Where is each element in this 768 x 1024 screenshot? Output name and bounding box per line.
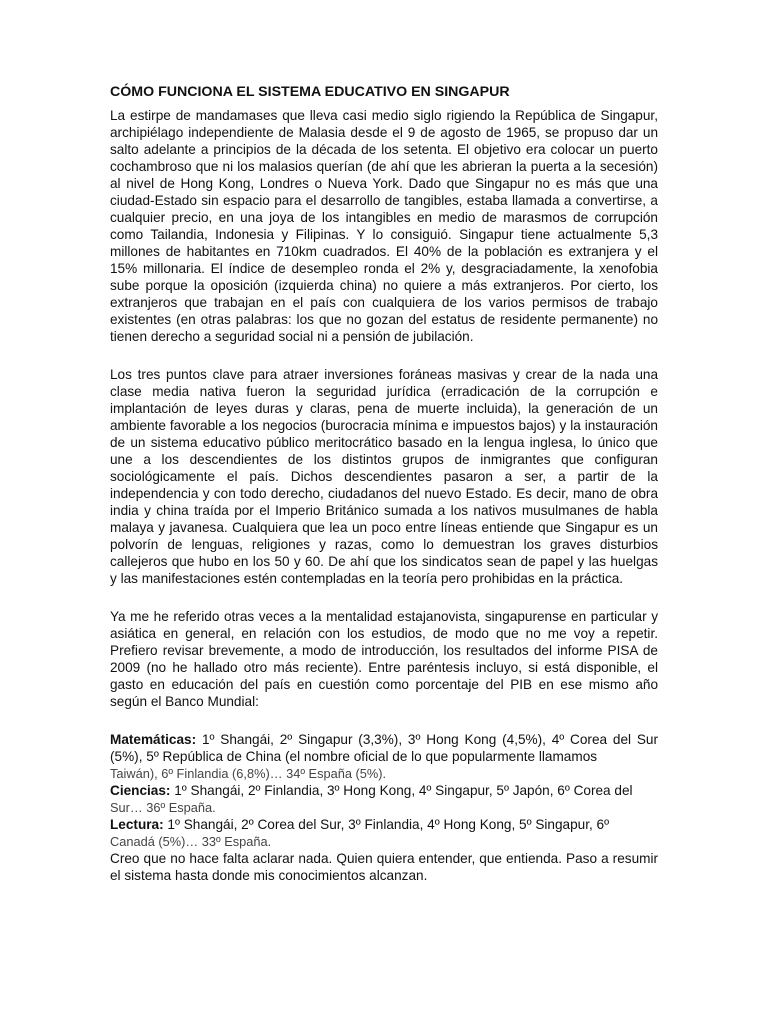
paragraph-spacer — [110, 345, 658, 366]
paragraph-key-points: Los tres puntos clave para atraer inversiones foráneas masivas y crear de la nada una clase media nativa fueron la seguridad jurídica (erradicación de la corrupción e implantación de leyes duras y claras, pena de muerte incluida), la generación de un ambiente favorable a los negocios (burocracia mínima e impuestos bajos) y la instauración de un sistema educativo público meritocrático basado en la lengua inglesa, lo único que une a los descendientes de los distintos grupos de inmigrantes que configuran sociológicamente el país. Dichos descendientes pasaron a ser, a partir de la independencia y con todo derecho, ciudadanos del nuevo Estado. Es decir, mano de obra india y china traída por el Imperio Británico sumada a los nativos musulmanes de habla malaya y javanesa. Cualquiera que lea un poco entre líneas entiende que Singapur es un polvorín de lenguas, religiones y razas, como lo demuestran los graves disturbios callejeros que hubo en los 50 y 60. De ahí que los sindicatos sean de papel y las huelgas y las manifestaciones estén contempladas en la teoría pero prohibidas en la práctica. — [110, 367, 658, 586]
reading-label: Lectura: — [110, 817, 164, 832]
closing-text: Creo que no hace falta aclarar nada. Quien quiera entender, que entienda. Paso a resumir el sistema hasta donde mis conocimientos alcanzan. — [110, 851, 658, 883]
science-text: 1º Shangái, 2º Finlandia, 3º Hong Kong, 4º Singapur, 5º Japón, 6º Corea del — [170, 783, 633, 798]
science-results — [110, 782, 658, 799]
math-label: Matemáticas: — [110, 732, 197, 747]
reading-text: 1º Shangái, 2º Corea del Sur, 3º Finlandia, 4º Hong Kong, 5º Singapur, 6º — [163, 817, 610, 832]
math-results — [110, 731, 658, 765]
reading-tail: Canadá (5%)… 33º España. — [110, 834, 272, 849]
math-tail: Taiwán), 6º Finlandia (6,8%)… 34º España (5%). — [110, 766, 387, 781]
science-label: Ciencias: — [110, 783, 171, 798]
document-page — [110, 83, 658, 884]
paragraph-intro: La estirpe de mandamases que lleva casi medio siglo rigiendo la República de Singapur, archipiélago independiente de Malasia desde el 9 de agosto de 1965, se propuso dar un salto adelante a principios de la década de los setenta. El objetivo era colocar un puerto cochambroso que ni los malasios querían (de ahí que les abrieran la puerta a la secesión) al nivel de Hong Kong, Londres o Nueva York. Dado que Singapur no es más que una ciudad-Estado sin espacio para el desarrollo de tangibles, estaba llamada a convertirse, a cualquier precio, en una joya de los intangibles en medio de marasmos de corrupción como Tailandia, Indonesia y Filipinas. Y lo consiguió. Singapur tiene actualmente 5,3 millones de habitantes en 710km cuadrados. El 40% de la población es extranjera y el 15% millonaria. El índice de desempleo ronda el 2% y, desgraciadamente, la xenofobia sube porque la oposición (izquierda china) no quiere a más extranjeros. Por cierto, los extranjeros que trabajan en el país con cualquiera de los varios permisos de trabajo existentes (en otras palabras: los que no gozan del estatus de residente permanente) no tienen derecho a seguridad social ni a pensión de jubilación. — [110, 108, 658, 344]
document-title: CÓMO FUNCIONA EL SISTEMA EDUCATIVO EN SINGAPUR — [110, 84, 510, 100]
reading-results — [110, 816, 658, 833]
science-tail: Sur… 36º España. — [110, 800, 216, 815]
pisa-results — [110, 731, 658, 884]
paragraph-pisa-intro: Ya me he referido otras veces a la mentalidad estajanovista, singapurense en particular y asiática en general, en relación con los estudios, de modo que no me voy a repetir. Prefiero revisar brevemente, a modo de introducción, los resultados del informe PISA de 2009 (no he hallado otro más reciente). Entre paréntesis incluyo, si está disponible, el gasto en educación del país en cuestión como porcentaje del PIB en ese mismo año según el Banco Mundial: — [110, 609, 658, 709]
paragraph-spacer — [110, 710, 658, 731]
math-text: 1º Shangái, 2º Singapur (3,3%), 3º Hong Kong (4,5%), 4º Corea del Sur (5%), 5º República de China (el nombre oficial de lo que popularmente llamamos — [110, 732, 658, 764]
paragraph-spacer — [110, 587, 658, 608]
